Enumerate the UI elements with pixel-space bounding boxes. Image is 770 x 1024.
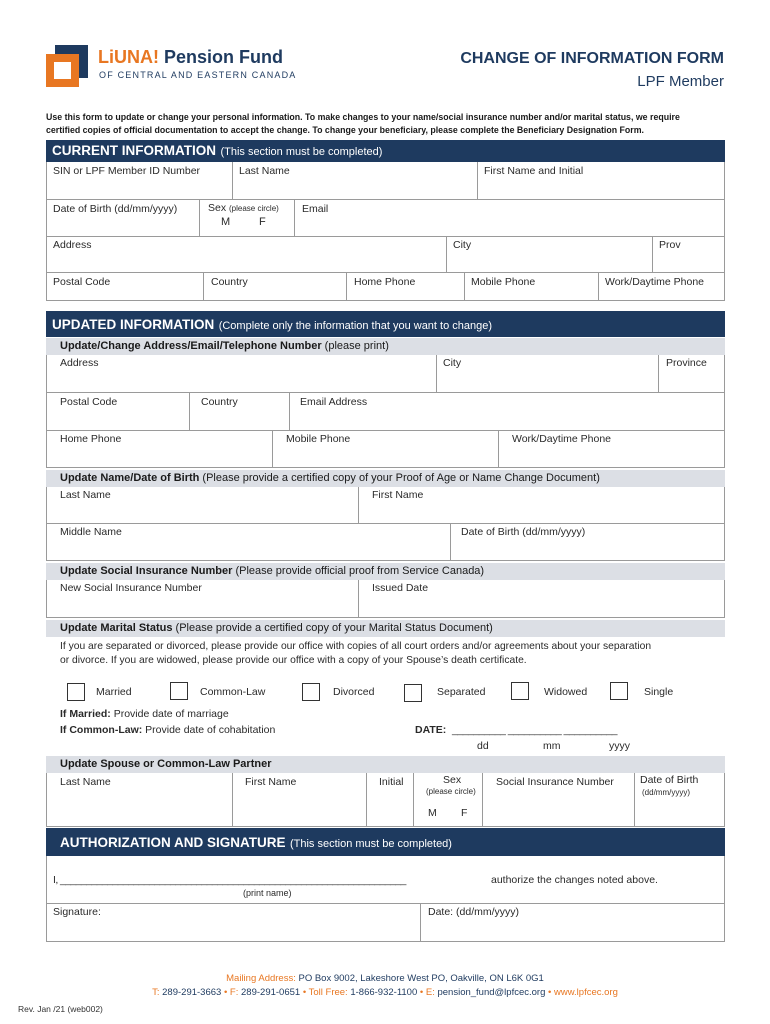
auth-note: (This section must be completed) (289, 838, 452, 850)
upd-email-field[interactable] (290, 393, 724, 430)
auth-date-field[interactable] (421, 904, 724, 941)
if-common-line (60, 724, 275, 736)
upd-issued-field[interactable] (359, 581, 724, 617)
divider (724, 487, 725, 561)
cur-sex-label (208, 202, 279, 214)
upd-address-field[interactable] (47, 356, 436, 392)
upd-city-field[interactable] (437, 356, 658, 392)
marital-date-label: DATE: (415, 724, 447, 736)
cur-dob-label: Date of Birth (dd/mm/yyyy) (53, 203, 178, 215)
footer-sep: • (223, 987, 228, 998)
cur-country-label: Country (211, 276, 248, 288)
updated-info-title: UPDATED INFORMATION (52, 317, 215, 332)
divider (199, 199, 200, 236)
upd-mobile-phone-label: Mobile Phone (286, 433, 351, 445)
widowed-checkbox[interactable] (511, 682, 529, 700)
upd-dob-label: Date of Birth (dd/mm/yyyy) (461, 526, 586, 538)
sp-sex-m[interactable]: M (428, 807, 437, 819)
cur-email-field[interactable] (295, 200, 724, 236)
upd-home-phone-field[interactable] (47, 431, 272, 467)
sp-dob-note: (dd/mm/yyyy) (642, 788, 690, 797)
divider (724, 580, 725, 618)
if-married-text: Provide date of marriage (113, 708, 229, 720)
footer-email-link[interactable]: pension_fund@lpfcec.org (437, 987, 546, 998)
cur-postal-label: Postal Code (53, 276, 111, 288)
logo (46, 45, 88, 87)
upd-last-name-label: Last Name (60, 489, 111, 501)
current-info-title: CURRENT INFORMATION (52, 143, 216, 158)
auth-print-name: (print name) (243, 888, 292, 898)
common-law-checkbox[interactable] (170, 682, 188, 700)
update-address-note: (please print) (324, 340, 389, 352)
footer-sep: • (548, 987, 552, 998)
divider (724, 773, 725, 827)
update-address-heading: Update/Change Address/Email/Telephone Number (60, 340, 322, 352)
married-label: Married (96, 686, 132, 698)
cur-dob-field[interactable] (47, 200, 199, 236)
separated-label: Separated (437, 686, 486, 698)
divider (46, 617, 725, 618)
cur-mobile-phone-label: Mobile Phone (471, 276, 536, 288)
current-info-note: (This section must be completed) (220, 146, 383, 158)
footer-mailing (0, 973, 770, 984)
cur-work-phone-label: Work/Daytime Phone (605, 276, 705, 288)
divider (46, 941, 725, 942)
sp-dob-field[interactable] (635, 798, 724, 826)
upd-new-sin-label: New Social Insurance Number (60, 582, 202, 594)
updated-info-bar (46, 311, 725, 337)
marital-date-yyyy: yyyy (609, 740, 630, 752)
footer-contact (0, 987, 770, 998)
divider (724, 856, 725, 942)
footer-mailing-label: Mailing Address: (226, 973, 296, 984)
divider (413, 773, 414, 826)
upd-province-label: Province (666, 357, 707, 369)
footer-fax-label: F: (229, 987, 239, 998)
cur-sin-label: SIN or LPF Member ID Number (53, 165, 201, 177)
logo-title (98, 47, 283, 68)
upd-middle-name-field[interactable] (47, 524, 450, 560)
upd-home-phone-label: Home Phone (60, 433, 122, 445)
widowed-label: Widowed (544, 686, 588, 698)
upd-postal-field[interactable] (47, 393, 189, 430)
auth-signature-field[interactable] (47, 904, 420, 941)
upd-postal-label: Postal Code (60, 396, 118, 408)
cur-first-name-label: First Name and Initial (484, 165, 584, 177)
intro-line-2: certified copies of official documentation to accept the change. To change your beneficiary, please complete the Beneficiary Designation Form. (46, 125, 644, 135)
cur-sex-m[interactable]: M (221, 216, 231, 228)
divider (46, 300, 725, 301)
separated-checkbox[interactable] (404, 684, 422, 702)
sp-sin-label: Social Insurance Number (496, 776, 614, 788)
update-marital-header (46, 620, 725, 637)
upd-work-phone-field[interactable] (499, 431, 724, 467)
divorced-checkbox[interactable] (302, 683, 320, 701)
footer-email-label: E: (425, 987, 435, 998)
common-law-label: Common-Law (200, 686, 266, 698)
update-name-heading: Update Name/Date of Birth (60, 472, 200, 484)
marital-date-dd: dd (477, 740, 489, 752)
marital-date-field[interactable]: __________ __________ __________ (452, 724, 618, 736)
cur-last-name-field[interactable] (233, 163, 477, 199)
form-title: CHANGE OF INFORMATION FORM (460, 50, 724, 67)
auth-date-label: Date: (dd/mm/yyyy) (428, 906, 520, 918)
upd-email-label: Email Address (300, 396, 368, 408)
footer-tollfree-label: Toll Free: (308, 987, 348, 998)
logo-tagline: OF CENTRAL AND EASTERN CANADA (99, 70, 297, 80)
upd-city-label: City (443, 357, 462, 369)
cur-sex-note: (please circle) (229, 204, 279, 213)
auth-bar (46, 828, 725, 856)
footer-website-link[interactable]: www.lpfcec.org (553, 987, 618, 998)
updated-info-note: (Complete only the information that you want to change) (218, 320, 493, 332)
upd-mobile-phone-field[interactable] (273, 431, 498, 467)
footer-phone-label: T: (152, 987, 160, 998)
sp-sin-field[interactable] (483, 790, 634, 826)
footer-fax: 289-291-0651 (241, 987, 301, 998)
divider (46, 467, 725, 468)
cur-email-label: Email (302, 203, 329, 215)
upd-work-phone-label: Work/Daytime Phone (512, 433, 612, 445)
divorced-label: Divorced (333, 686, 375, 698)
cur-address-field[interactable] (47, 237, 446, 272)
sp-dob-label: Date of Birth (640, 774, 699, 786)
cur-home-phone-label: Home Phone (354, 276, 416, 288)
footer-tollfree: 1-866-932-1100 (350, 987, 418, 998)
logo-mark-icon (46, 45, 88, 87)
auth-name-line[interactable]: I, __________________________________________________________________ (53, 874, 406, 886)
update-spouse-header (46, 756, 725, 773)
logo-name: Pension Fund (164, 47, 284, 67)
sp-first-name-label: First Name (245, 776, 297, 788)
upd-middle-name-label: Middle Name (60, 526, 122, 538)
single-checkbox[interactable] (610, 682, 628, 700)
single-label: Single (644, 686, 674, 698)
cur-prov-label: Prov (659, 239, 681, 251)
marital-text-1: If you are separated or divorced, please provide our office with copies of all court orders and/or agreements about your separation (60, 641, 652, 652)
divider (724, 162, 725, 300)
upd-province-field[interactable] (659, 356, 724, 392)
upd-first-name-label: First Name (372, 489, 424, 501)
upd-first-name-field[interactable] (359, 488, 724, 523)
cur-city-label: City (453, 239, 472, 251)
if-common-text: Provide date of cohabitation (145, 724, 276, 736)
divider (203, 272, 204, 300)
divider (46, 826, 725, 827)
update-marital-note: (Please provide a certified copy of your Marital Status Document) (175, 622, 493, 634)
sp-last-name-field[interactable] (47, 774, 232, 826)
cur-prov-field[interactable] (653, 237, 724, 272)
divider (346, 272, 347, 300)
divider (46, 272, 725, 273)
sp-initial-field[interactable] (367, 790, 413, 826)
sp-initial-label: Initial (379, 776, 404, 788)
cur-city-field[interactable] (447, 237, 652, 272)
sp-sex-note: (please circle) (426, 787, 476, 796)
if-married-line (60, 708, 229, 720)
married-checkbox[interactable] (67, 683, 85, 701)
marital-date-mm: mm (543, 740, 561, 752)
sp-last-name-label: Last Name (60, 776, 111, 788)
upd-country-label: Country (201, 396, 238, 408)
sp-first-name-field[interactable] (233, 774, 366, 826)
upd-issued-label: Issued Date (372, 582, 429, 594)
update-sin-note: (Please provide official proof from Service Canada) (235, 565, 485, 577)
update-spouse-heading: Update Spouse or Common-Law Partner (60, 758, 272, 770)
logo-brand: LiUNA! (98, 47, 159, 67)
update-sin-heading: Update Social Insurance Number (60, 565, 233, 577)
upd-new-sin-field[interactable] (47, 581, 358, 617)
auth-authorize-text: authorize the changes noted above. (491, 874, 658, 886)
cur-address-label: Address (53, 239, 92, 251)
sp-sex-f[interactable]: F (461, 807, 468, 819)
sp-sex-label: Sex (443, 774, 462, 786)
divider (598, 272, 599, 300)
divider (724, 355, 725, 468)
cur-sex-text: Sex (208, 202, 227, 214)
if-common-label: If Common-Law: (60, 724, 143, 736)
if-married-label: If Married: (60, 708, 111, 720)
update-sin-header (46, 563, 725, 580)
cur-sex-f[interactable]: F (259, 216, 266, 228)
upd-address-label: Address (60, 357, 99, 369)
revision-note: Rev. Jan /21 (web002) (18, 1004, 103, 1014)
upd-country-field[interactable] (190, 393, 289, 430)
divider (464, 272, 465, 300)
update-address-header (46, 338, 725, 355)
update-name-header (46, 470, 725, 487)
form-subtitle: LPF Member (637, 73, 724, 90)
cur-first-name-field[interactable] (478, 163, 724, 199)
upd-last-name-field[interactable] (47, 488, 358, 523)
footer-phone: 289-291-3663 (162, 987, 222, 998)
cur-sin-field[interactable] (47, 163, 232, 199)
update-marital-heading: Update Marital Status (60, 622, 173, 634)
footer-mailing-address: PO Box 9002, Lakeshore West PO, Oakville, ON L6K 0G1 (298, 973, 544, 984)
marital-text-2: or divorce. If you are widowed, please provide our office with a copy of your Spouse’s death certificate. (60, 655, 527, 666)
current-info-bar (46, 140, 725, 162)
intro-line-1: Use this form to update or change your personal information. To make changes to your name/social insurance number and/or marital status, we require (46, 112, 680, 122)
cur-last-name-label: Last Name (239, 165, 290, 177)
footer-sep: • (302, 987, 307, 998)
footer-sep: • (419, 987, 424, 998)
update-name-note: (Please provide a certified copy of your Proof of Age or Name Change Document) (202, 472, 600, 484)
divider (46, 560, 725, 561)
auth-title: AUTHORIZATION AND SIGNATURE (60, 835, 286, 850)
auth-signature-label: Signature: (53, 906, 101, 918)
upd-dob-field[interactable] (451, 524, 724, 560)
